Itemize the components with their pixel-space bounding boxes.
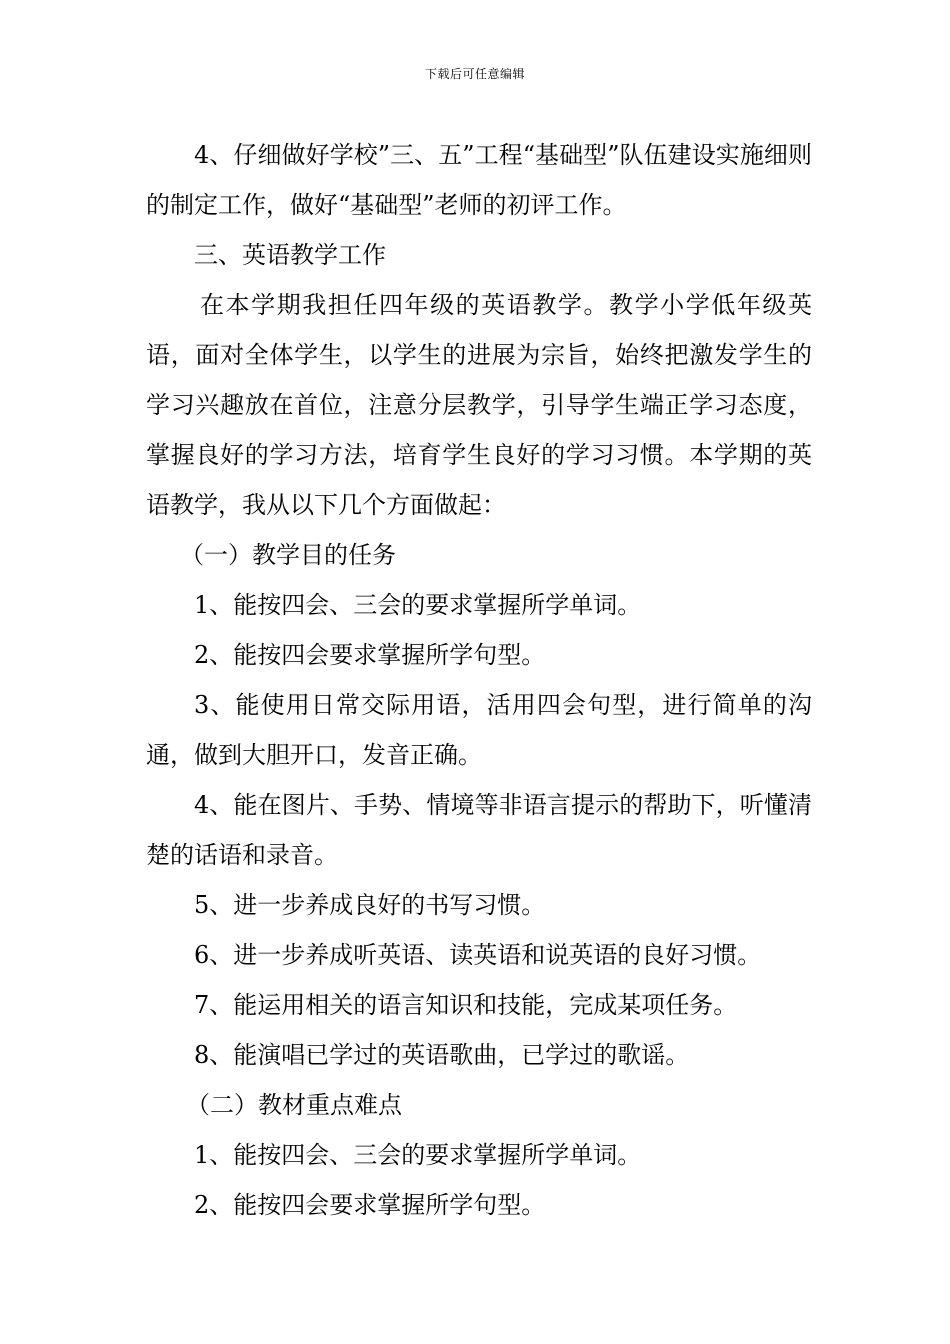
goal-item-3: 3、能使用日常交际用语，活用四会句型，进行简单的沟通，做到大胆开口，发音正确。 (146, 691, 812, 769)
goal-item-6: 6、进一步养成听英语、读英语和说英语的良好习惯。 (194, 941, 762, 969)
page-header: 下载后可任意编辑 (424, 67, 525, 81)
document-body (146, 130, 812, 1230)
goal-item-1: 1、能按四会、三会的要求掌握所学单词。 (194, 591, 642, 619)
subsection-heading-teaching-goals: （一）教学目的任务 (180, 541, 396, 569)
paragraph-item-4-basic-team: 4、仔细做好学校”三、五”工程“基础型”队伍建设实施细则的制定工作，做好“基础型”老师的初评工作。 (146, 141, 812, 219)
difficulty-item-2: 2、能按四会要求掌握所学句型。 (194, 1191, 546, 1219)
goal-item-7: 7、能运用相关的语言知识和技能，完成某项任务。 (194, 991, 738, 1019)
difficulty-item-1: 1、能按四会、三会的要求掌握所学单词。 (194, 1141, 642, 1169)
goal-item-8: 8、能演唱已学过的英语歌曲，已学过的歌谣。 (194, 1041, 690, 1069)
goal-item-5: 5、进一步养成良好的书写习惯。 (194, 891, 546, 919)
subsection-heading-key-difficulties: （二）教材重点难点 (186, 1091, 402, 1119)
goal-item-4: 4、能在图片、手势、情境等非语言提示的帮助下，听懂清楚的话语和录音。 (146, 791, 812, 869)
paragraph-english-teaching-intro: 在本学期我担任四年级的英语教学。教学小学低年级英语，面对全体学生，以学生的进展为宗旨，始终把激发学生的学习兴趣放在首位，注意分层教学，引导学生端正学习态度，掌握良好的学习方法，培育学生良好的学习习惯。本学期的英语教学，我从以下几个方面做起： (146, 291, 812, 519)
goal-item-2: 2、能按四会要求掌握所学句型。 (194, 641, 546, 669)
section-heading-english-teaching: 三、英语教学工作 (194, 241, 386, 269)
